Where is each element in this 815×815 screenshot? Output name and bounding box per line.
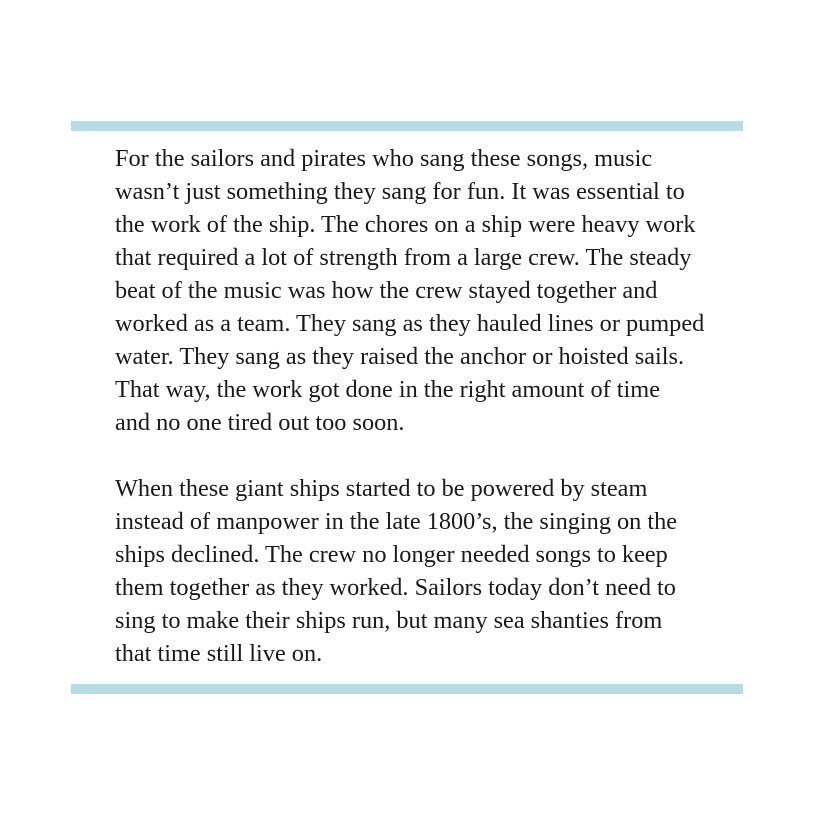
text-line: wasn’t just something they sang for fun. It was essential to: [115, 178, 685, 205]
text-line: the work of the ship. The chores on a ship were heavy work: [115, 211, 696, 238]
paragraph-sailors-work-songs: [80, 142, 740, 439]
text-line: That way, the work got done in the right amount of time: [115, 376, 660, 403]
bottom-divider-bar: [71, 684, 743, 694]
text-line: instead of manpower in the late 1800’s, the singing on the: [115, 508, 678, 535]
text-line: water. They sang as they raised the anchor or hoisted sails.: [115, 343, 685, 370]
text-line: ships declined. The crew no longer needed songs to keep: [115, 541, 668, 568]
text-line: that time still live on.: [115, 640, 323, 667]
text-line: For the sailors and pirates who sang these songs, music: [115, 145, 653, 172]
paragraph-steam-ships: [80, 472, 740, 670]
text-line: sing to make their ships run, but many sea shanties from: [115, 607, 663, 634]
article-body: [80, 142, 740, 670]
text-line: and no one tired out too soon.: [115, 409, 405, 436]
paragraph-spacer: [80, 439, 740, 472]
text-line: When these giant ships started to be powered by steam: [115, 475, 648, 502]
text-line: that required a lot of strength from a large crew. The steady: [115, 244, 692, 271]
text-line: beat of the music was how the crew stayed together and: [115, 277, 658, 304]
text-line: worked as a team. They sang as they hauled lines or pumped: [115, 310, 705, 337]
top-divider-bar: [71, 121, 743, 131]
text-line: them together as they worked. Sailors today don’t need to: [115, 574, 676, 601]
